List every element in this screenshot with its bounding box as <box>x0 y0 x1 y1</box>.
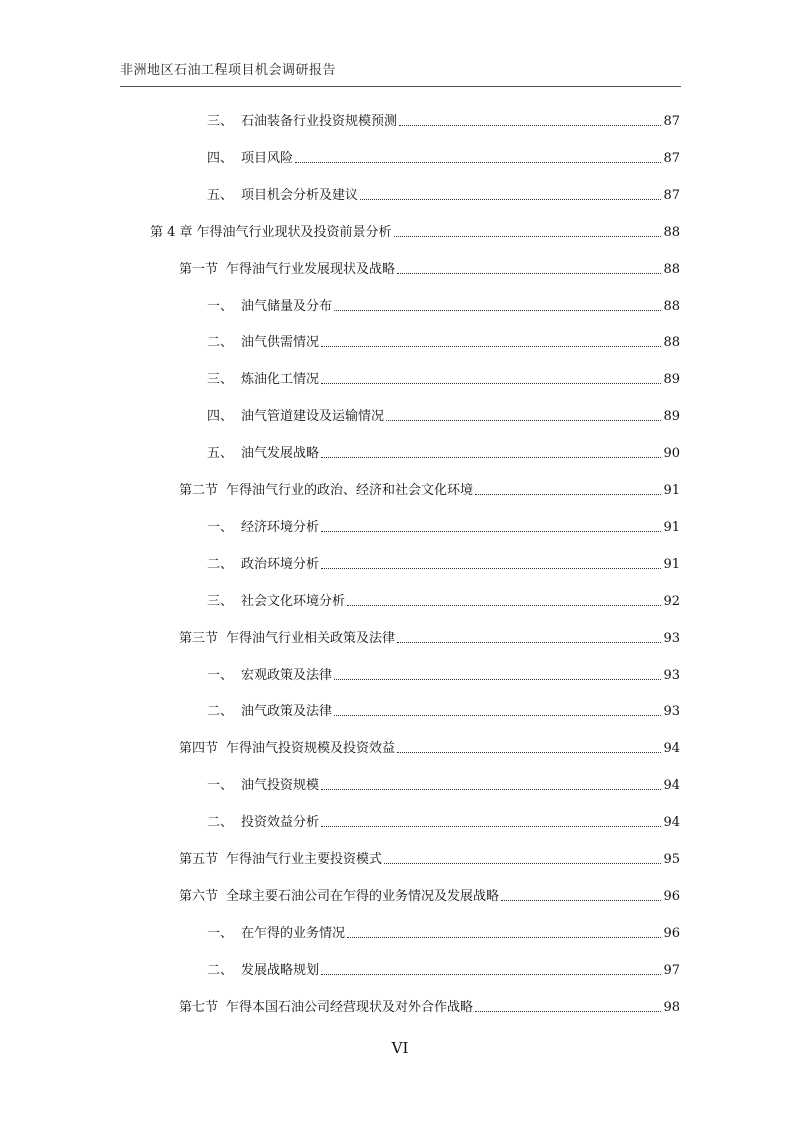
toc-entry-title: 油气供需情况 <box>241 335 320 351</box>
toc-entry-page: 88 <box>663 298 680 314</box>
toc-entry-number: 二、 <box>207 962 234 978</box>
toc-entry-title: 全球主要石油公司在乍得的业务情况及发展战略 <box>226 888 500 904</box>
running-header: 非洲地区石油工程项目机会调研报告 <box>120 63 337 78</box>
toc-entry-title: 政治环境分析 <box>241 556 320 572</box>
toc-entry-title: 石油装备行业投资规模预测 <box>241 114 398 129</box>
toc-entry-title: 社会文化环境分析 <box>241 593 346 609</box>
toc-entry-page: 98 <box>663 999 680 1015</box>
toc-entry[interactable] <box>207 700 680 720</box>
toc-entry-number: 三、 <box>207 114 234 129</box>
toc-entry-number: 二、 <box>207 815 234 831</box>
toc-entry-page: 94 <box>663 778 680 794</box>
toc-entry[interactable] <box>207 368 680 388</box>
toc-dot-leader <box>321 826 661 827</box>
toc-entry-number: 二、 <box>207 556 234 572</box>
toc-dot-leader <box>321 974 661 975</box>
toc-dot-leader <box>397 642 661 643</box>
toc-dot-leader <box>386 420 661 421</box>
toc-dot-leader <box>397 273 661 274</box>
toc-entry-number: 第六节 <box>179 888 219 904</box>
toc-entry-number: 五、 <box>207 446 234 462</box>
toc-entry-page: 93 <box>663 630 680 646</box>
toc-entry[interactable] <box>207 664 680 684</box>
toc-dot-leader <box>384 863 661 864</box>
toc-entry-title: 乍得油气行业相关政策及法律 <box>226 630 396 646</box>
toc-entry-number: 一、 <box>207 778 234 794</box>
toc-dot-leader <box>334 715 661 716</box>
toc-entry-page: 94 <box>663 741 680 757</box>
toc-dot-leader <box>295 162 661 163</box>
toc-entry-title: 乍得油气投资规模及投资效益 <box>226 741 396 757</box>
toc-entry[interactable] <box>150 221 680 241</box>
toc-dot-leader <box>321 383 661 384</box>
toc-entry-number: 三、 <box>207 372 234 388</box>
toc-entry[interactable] <box>207 811 680 831</box>
toc-dot-leader <box>334 679 661 680</box>
toc-entry-page: 87 <box>663 114 680 129</box>
toc-entry[interactable] <box>179 848 680 868</box>
toc-dot-leader <box>347 937 661 938</box>
toc-entry-title: 在乍得的业务情况 <box>241 925 346 941</box>
toc-entry-title: 项目风险 <box>241 150 294 166</box>
toc-entry-title: 油气政策及法律 <box>241 704 333 720</box>
toc-entry-title: 宏观政策及法律 <box>241 667 333 683</box>
toc-entry-page: 96 <box>663 925 680 941</box>
toc-entry-page: 95 <box>663 852 680 867</box>
toc-entry-page: 88 <box>663 335 680 351</box>
toc-entry-number: 三、 <box>207 593 234 609</box>
toc-dot-leader <box>321 457 661 458</box>
toc-dot-leader <box>321 568 661 569</box>
toc-entry-title: 乍得油气行业的政治、经济和社会文化环境 <box>226 483 474 498</box>
toc-entry[interactable] <box>207 590 680 610</box>
toc-dot-leader <box>347 605 661 606</box>
toc-entry-page: 87 <box>663 187 680 203</box>
toc-entry-page: 94 <box>663 815 680 831</box>
toc-entry-title: 油气发展战略 <box>241 446 320 462</box>
toc-entry-title: 投资效益分析 <box>241 815 320 831</box>
toc-entry-page: 92 <box>663 593 680 609</box>
toc-entry-title: 发展战略规划 <box>241 962 320 978</box>
toc-dot-leader <box>501 900 661 901</box>
toc-entry-number: 第三节 <box>179 630 219 646</box>
toc-dot-leader <box>321 531 661 532</box>
toc-entry[interactable] <box>179 479 680 499</box>
toc-entry[interactable] <box>179 996 680 1016</box>
toc-entry-number: 一、 <box>207 519 234 535</box>
page-number: VI <box>391 1039 409 1057</box>
toc-entry-title: 乍得油气行业现状及投资前景分析 <box>196 224 392 240</box>
toc-entry-title: 油气储量及分布 <box>241 298 333 314</box>
toc-entry[interactable] <box>207 959 680 979</box>
toc-entry-number: 第五节 <box>179 852 219 867</box>
toc-entry-title: 乍得本国石油公司经营现状及对外合作战略 <box>226 999 474 1015</box>
toc-entry-title: 炼油化工情况 <box>241 372 320 388</box>
toc-entry-number: 第一节 <box>179 261 219 277</box>
toc-entry-page: 93 <box>663 667 680 683</box>
toc-entry[interactable] <box>207 110 680 130</box>
toc-entry-page: 88 <box>663 261 680 277</box>
toc-entry[interactable] <box>207 331 680 351</box>
toc-dot-leader <box>321 789 661 790</box>
toc-entry-number: 一、 <box>207 925 234 941</box>
toc-entry[interactable] <box>207 405 680 425</box>
toc-entry[interactable] <box>207 184 680 204</box>
toc-entry-number: 第四节 <box>179 741 219 757</box>
toc-entry-page: 88 <box>663 224 680 240</box>
toc-entry-number: 第 4 章 <box>150 224 193 240</box>
toc-entry[interactable] <box>207 147 680 167</box>
toc-dot-leader <box>475 494 661 495</box>
toc-dot-leader <box>475 1011 661 1012</box>
toc-entry-title: 油气投资规模 <box>241 778 320 794</box>
toc-entry-number: 二、 <box>207 704 234 720</box>
toc-entry-title: 经济环境分析 <box>241 519 320 535</box>
toc-entry[interactable] <box>207 442 680 462</box>
toc-entry-page: 91 <box>663 556 680 572</box>
toc-entry-title: 乍得油气行业发展现状及战略 <box>226 261 396 277</box>
toc-entry-number: 一、 <box>207 298 234 314</box>
toc-entry-number: 第二节 <box>179 483 219 498</box>
toc-entry-page: 96 <box>663 888 680 904</box>
toc-entry-page: 91 <box>663 519 680 535</box>
toc-dot-leader <box>334 310 661 311</box>
toc-entry[interactable] <box>207 295 680 315</box>
toc-entry-page: 91 <box>663 483 680 498</box>
toc-entry-title: 乍得油气行业主要投资模式 <box>226 852 383 867</box>
toc-entry-number: 一、 <box>207 667 234 683</box>
toc-entry-number: 四、 <box>207 150 234 166</box>
toc-entry-page: 90 <box>663 446 680 462</box>
toc-entry-title: 项目机会分析及建议 <box>241 187 359 203</box>
toc-dot-leader <box>397 752 661 753</box>
toc-entry-number: 五、 <box>207 187 234 203</box>
toc-dot-leader <box>360 199 661 200</box>
toc-entry-title: 油气管道建设及运输情况 <box>241 409 385 425</box>
toc-entry[interactable] <box>207 553 680 573</box>
toc-entry[interactable] <box>179 258 680 278</box>
toc-dot-leader <box>321 346 661 347</box>
toc-entry-page: 93 <box>663 704 680 720</box>
toc-entry-number: 四、 <box>207 409 234 425</box>
toc-entry[interactable] <box>207 922 680 942</box>
toc-entry[interactable] <box>179 627 680 647</box>
toc-entry[interactable] <box>179 737 680 757</box>
toc-dot-leader <box>399 125 661 126</box>
toc-entry-page: 87 <box>663 150 680 166</box>
toc-dot-leader <box>394 236 662 237</box>
toc-entry-page: 89 <box>663 409 680 425</box>
toc-entry-number: 二、 <box>207 335 234 351</box>
toc-entry[interactable] <box>207 774 680 794</box>
toc-entry-page: 97 <box>663 962 680 978</box>
toc-entry-page: 89 <box>663 372 680 388</box>
toc-entry[interactable] <box>207 516 680 536</box>
toc-entry[interactable] <box>179 885 680 905</box>
toc-entry-number: 第七节 <box>179 999 219 1015</box>
